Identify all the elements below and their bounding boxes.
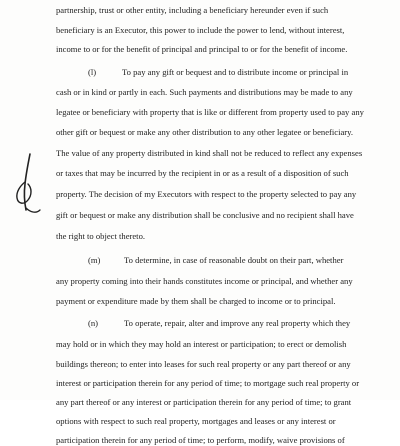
text-line: the right to object thereto. — [56, 231, 146, 241]
text-line: any property coming into their hands constitutes income or principal, and whether any — [56, 276, 353, 286]
paragraph-l-first-line — [88, 67, 348, 78]
text-line: payment or expenditure made by them shall be charged to income or to principal. — [56, 296, 336, 306]
text-line: options with respect to such real property, mortgages and leases or any interest or — [56, 416, 336, 426]
text-line: buildings thereon; to enter into leases for such real property or any part thereof or any — [56, 359, 351, 369]
text-line: property. The decision of my Executors with respect to the property selected to pay any — [56, 189, 357, 199]
text-line: gift or bequest or make any distribution shall be conclusive and no recipient shall have — [56, 210, 354, 220]
text-line: To operate, repair, alter and improve any real property which they — [124, 318, 351, 328]
handwritten-initials — [10, 150, 44, 220]
text-line: The value of any property distributed in kind shall not be reduced to reflect any expenses — [56, 148, 363, 158]
text-line: other gift or bequest or make any other distribution to any other legatee or beneficiary. — [56, 127, 354, 137]
text-line: participation therein for any period of time; to perform, modify, waive provisions of — [56, 435, 345, 445]
text-line: income to or for the benefit of principal and principal to or for the benefit of income. — [56, 44, 348, 54]
paragraph-label-m: (m) — [88, 255, 101, 265]
text-line: partnership, trust or other entity, including a beneficiary hereunder even if such — [56, 5, 329, 15]
text-line: or taxes that may be incurred by the recipient in or as a result of a disposition of such — [56, 168, 349, 178]
paragraph-m-first-line — [88, 255, 343, 266]
paragraph-label-n: (n) — [88, 318, 99, 328]
paragraph-label-l: (l) — [88, 67, 97, 77]
text-line: legatee or beneficiary with property that is like or different from property used to pay any — [56, 107, 364, 117]
text-line: To determine, in case of reasonable doubt on their part, whether — [124, 255, 344, 265]
text-line: interest or participation therein for any period of time; to mortgage such real property or — [56, 378, 360, 388]
text-line: To pay any gift or bequest and to distribute income or principal in — [122, 67, 349, 77]
paragraph-n-first-line — [88, 318, 350, 329]
text-line: any part thereof or any interest or participation therein for any period of time; to grant — [56, 397, 352, 407]
text-line: cash or in kind or partly in each. Such payments and distributions may be made to any — [56, 87, 353, 97]
text-line: may hold or in which they may hold an interest or participation; to erect or demolish — [56, 339, 347, 349]
text-line: beneficiary is an Executor, this power to include the power to lend, without interest, — [56, 25, 345, 35]
